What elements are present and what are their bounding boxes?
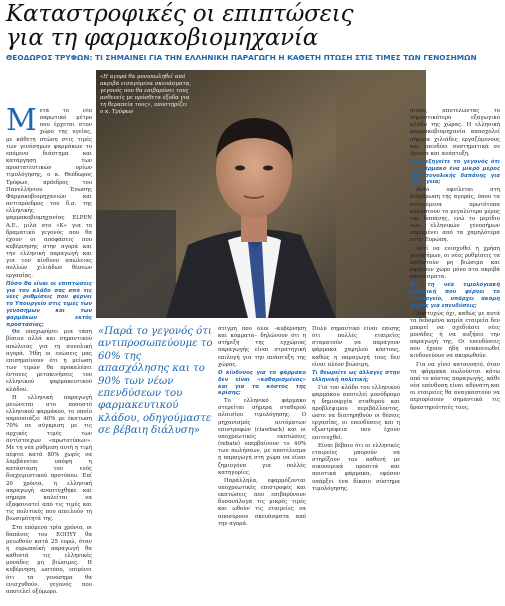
answer-paragraph: Στα επόμενα τρία χρόνια, οι δαπάνες του ΕΟΠΥΥ θα μειωθούν κατά 25 ευρώ, όταν η ευρωπαϊκή παραγωγή θα καθιστά τις ελληνικές μονάδες μη βιώσιμες. Η κυβέρνηση, ωστόσο, επιμένει ότι τα γενόσημα θα ενισχυθούν, γεγονός που αποτελεί οξύμωρο. [6,524,92,595]
question-3: Τι θεωρείτε ως άλλαγές στην ελληνική πολιτική; [312,369,400,383]
answer-paragraph: σιακό, αποτελώντας το σημαντικότερο εξαγωγικό κλάδο της χώρας. Η ελληνική φαρμακοβιομηχανία απασχολεί σήμερα χιλιάδες εργαζόμενους και επενδύει συστηματικά σε έρευνα και ανάπτυξη. [410,108,500,157]
answer-paragraph: Δυστυχώς όχι, καθώς με αυτά τα δεδομένα καμία εταιρεία δεν μπορεί να σχεδιάσει νέες μονάδες ή να αυξήσει την παραγωγή της. Οι επενδύσεις που έχουν ήδη ανακοινωθεί κινδυνεύουν να ακυρωθούν. [410,310,500,360]
question-2: Ο κίνδυνος για το φάρμακο δεν είναι «καθαρισμένος» και για το κόστος της κρίσης; [218,369,306,397]
photo-caption: «Η αγορά θα μονοπωληθεί από ακριβά εισαγόμενα σκευάσματα, γεγονός που θα επιβαρύνει τους ασθενείς με πρόσθετα έξοδα για τη θεραπεία τους», υποστηρίζει ο κ. Τρύφων [100,74,191,115]
intro-paragraph: ετά το νέο σαρωτικό μέτρο που έρχεται στον χώρο της υγείας, με κάθετη πτώση στις τιμές των γενόσημων φαρμάκων το επόμενο διάστημα και κατάργηση των προστατευτικών ορίων τιμολόγησης, ο κ. Θεόδωρος Τρύφων, πρόεδρος του Πανελλήνιου Ένωσης Φαρμακοβιομηχανιών και αντιπρόεδρος του δ.σ. της ελληνικής φαρμακοβιομηχανίας ELPEN A.E., μιλά στο «Κ» για το δραματικό γεγονός που θα έχουν οι αποφάσεις που κυβέρνησης στην αγορά και την ελληνική παραγωγή και για τον κίνδυνο απώλειας πολλών χιλιάδων θέσεων εργασίας. [6,108,92,279]
column-2 [218,326,306,603]
column-3 [312,326,400,603]
question-4: Πώς εξηγείτε το γεγονός ότι το φάρμακο ένα μικρό μέρος της συνολικής δαπάνης για την υγεία; [410,159,500,186]
drop-cap: Μ [6,108,37,138]
answer-paragraph: Παράλληλα, εφαρμόζονται υποχρεωτικές επιστροφές και εκπτώσεις που επιβαρύνουν δυσανάλογα τις μικρές τιμές και ωθούν τις εταιρείες να αποσύρουν σκευάσματα από την αγορά. [218,477,306,527]
answer-paragraph: Για να γίνει κατανοητό, όταν τα φάρμακα πωλούνται κάτω από το κόστος παραγωγής, κάθε νέα επένδυση είναι αδύνατη και οι εταιρείες θα αναγκαστούν να περιορίσουν σημαντικά τις δραστηριότητές τους. [410,361,500,411]
answer-paragraph: στιγμή που όλοι –κυβέρνηση και κόμματα– δηλώνουν ότι η στήριξη της εγχώριας παραγωγής είναι στρατηγική επιλογή για την ανάπτυξη της χώρας. [218,326,306,368]
title-line-1: Καταστροφικές οι επιπτώσεις [6,1,354,27]
title-line-2: για τη φαρμακοβιομηχανία [6,25,319,51]
column-1 [6,108,92,603]
pull-quote: «Παρά το γεγονός ότι αντιπροσωπεύουμε το 60% της απασχόλησης και το 90% των νέων επενδύσεων του φαρμακευτικού κλάδου, οδηγούμαστε σε βέβαιη διάλυση» [98,326,213,437]
question-5: Με τη νέα τιμολογιακή πολιτική που φέρνει το Υπουργείο, υπάρχει ακόμη χώρος για επενδύσεις; [410,282,500,309]
answer-paragraph: Θα υποχωρήσει μια τάση βίαιου αλλά και σημαντικού απώλειας για τη συνολική αγορά. Ήδη οι ενώσεις μας επισημαίνουν ότι η μείωση των τιμών θα προκαλέσει έντονες μετακινήσεις του ελληνικού φαρμακευτικού κλάδου. [6,329,92,393]
column-4 [410,108,500,603]
answer-paragraph: Αντί να ενισχυθεί η χρήση γενοσήμων, οι νέες ρυθμίσεις τα καθιστούν μη βιώσιμα και αφήνουν χώρο μόνο στα ακριβά σκευάσματα. [410,245,500,281]
answer-paragraph: Αυτό οφείλεται στη διάρθρωση της αγοράς, όπου τα εισαγόμενα πρωτότυπα καλύπτουν το μεγαλύτερο μέρος της δαπάνης, ενώ το μερίδιο των ελληνικών γενοσήμων παραμένει από τα χαμηλότερα στην Ευρώπη. [410,187,500,244]
article-subtitle: ΘΕΟΔΩΡΟΣ ΤΡΥΦΩΝ: ΤΙ ΣΗΜΑΙΝΕΙ ΓΙΑ ΤΗΝ ΕΛΛΗΝΙΚΗ ΠΑΡΑΓΩΓΗ Η ΚΑΘΕΤΗ ΠΤΩΣΗ ΣΤΙΣ ΤΙΜΕΣ ΤΩΝ ΓΕΝΟΣΗΜΩΝ [6,53,477,62]
answer-paragraph: Για τον κλάδο του ελληνικού φαρμάκου αποτελεί μονόδρομο η δημιουργία σταθερού και προβλέψιμου περιβάλλοντος, ώστε να διατηρηθούν οι θέσεις εργασίας, οι επενδύσεις και η εξωστρέφεια που έχουν επιτευχθεί. [312,384,400,441]
question-1: Πόσο θα είναι οι επιπτώσεις για τον κλάδο σας από τις νέες ρυθμίσεις που φέρνει το Υπουργείο στις τιμές των γενόσημων και των φαρμάκων εκτός προστασίας; [6,280,92,328]
answer-paragraph: Πολύ σημαντικό είναι επίσης ότι πολλές εταιρείες σταματούν να παράγουν φάρμακα χαμηλού κόστους, καθώς η παραγωγή τους δεν είναι πλέον βιώσιμη. [312,326,400,368]
answer-paragraph: Η ελληνική παραγωγή μειώνεται στο ποσοστό ελληνικού φαρμάκου, το οποίο παρουσιάζει 40% με έκπτωση 70% σε σύγκριση με τις αρχικές τιμές των αντίστοιχων «πρωτοτύπων». Με τη νέα ρύθμιση αυτή η τιμή πέφτει κατά 80% χωρίς να λαμβάνεται υπόψη η κατάσταση του ενός διαχειριστικού προτύπου. Επί 20 χρόνια, η ελληνική παραγωγή αναπτύχθηκε και σήμερα καλείται να εξαφανιστεί από τις τιμές και τις πολιτικές που απειλούν τη βιωσιμότητά της. [6,394,92,523]
article-title [6,2,496,50]
answer-paragraph: Το ελληνικό φάρμακο στερείται σήμερα σταθερού πλαισίου τιμολόγησης. Ο μηχανισμός αυτόματων επιστροφών (clawback) και οι υποχρεωτικές εκπτώσεις (rebate) υπερβαίνουν το 40% των πωλήσεων, με αποτέλεσμα η παραγωγή στη χώρα να είναι ζημιογόνα για πολλές κατηγορίες. [218,398,306,476]
answer-paragraph: Είναι βέβαιο ότι οι ελληνικές εταιρείες μπορούν να στηρίξουν τον ασθενή με οικονομικά προσιτά και ποιοτικά φάρμακα, εφόσον υπάρξει ένα δίκαιο σύστημα τιμολόγησης. [312,442,400,492]
